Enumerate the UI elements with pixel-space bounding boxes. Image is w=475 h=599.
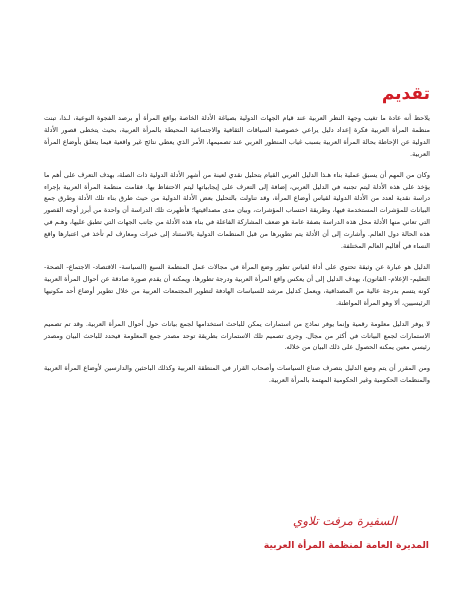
page-title: تقديم (381, 84, 430, 104)
paragraph-data-collection: لا يوفر الدليل معلومة رقمية وإنما يوفر نماذج من استمارات يمكن للباحث استخدامها لجمع بيانات حول أحوال المرأة العربية. وقد تم تصميم الاستمارات لجمع البيانات في أكثر من مجال. وجرى تصميم تلك الاستمارات بطريقة توحد مصدر جمع المعلومة فيحدد للباحث البيان ومصدر رئيسي معين يمكنه الحصول على ذلك البيان من خلاله. (44, 319, 430, 352)
paragraph-critical-analysis: وكان من المهم أن يسبق عملية بناء هـذا الدليل العربي القيام بتحليل نقدي لعينة من أشهر الأدلة الدولية ذات الصلة، بهدف التعرف على أهم ما يؤخذ على هذه الأدلة ليتم تجنبه في الدليل العربي، إضافة إلى التعرف على إيجابياتها ليتم الاحتفاظ بها. فقامت منظمة المرأة العربية بإجراء دراسة نقدية لعدد من الأدلة الدولية لقياس أوضاع المرأة، وقد تناولت بالتحليل بعض الأدلة الدولية من حيث طرق بناء تلك الأدلة وطرق جمع البيانات للمؤشرات المستخدمة فيها، وطريقة احتساب المؤشرات، وبيان مدى مصداقيتها؛ فأظهرت تلك الدراسة أن واحدة من أبرز أوجه القصور التي تعاني منها الأدلة محل هذه الدراسة بصفة عامة هو ضعف المشاركة الفاعلة في بناء هذه الأدلة من جانب الجهات التي تطبق عليها، وهـم في هذه الحالة دول العالم. وأشارت إلى أن الأدلة يتم تطويرها من قبل المنظمات الدولية بالاستناد إلى خبرات ومعارف لم تأخذ في اعتبارها واقع النساء في أقاليم العالم المختلفة. (44, 170, 430, 251)
signature: السفيرة مرفت تلاوي (292, 514, 397, 528)
paragraph-audience: ومن المقرر أن يتم وضع الدليل بتصرف صناع السياسات وأصحاب القرار في المنطقة العربية وكذلك الباحثين والدارسين لأوضاع المرأة العربية والمنظمات الحكومية وغير الحكومية المهتمة بالمرأة العربية. (44, 364, 430, 385)
paragraph-intro: يلاحظ أنه عادة ما تغيب وجهة النظر العربية عند قيام الجهات الدولية بصياغة الأدلة الخاصة بواقع المرأة أو برصد الفجوة النوعية، لـذا، تبنت منظمة المرأة العربية فكرة إعداد دليل يراعي خصوصية السياقات الثقافية والاجتماعية المحيطة بالمرأة العربية، بحيث يتخطى قصور الأدلة الدولية عن الإحاطة بحالة المرأة العربية بسبب غياب المنظور العربي عند تصميمها، الأمر الذي يعطي نتائج غير واقعية فيما يتعلق بأوضاع المرأة العربية. (44, 114, 430, 158)
signer-title: المديرة العامة لمنظمة المرأة العربية (263, 540, 429, 551)
document-body (44, 113, 430, 396)
paragraph-guide-definition: الدليل هو عبارة عن وثيقة تحتوي على أداة لقياس تطور وضع المرأة في مجالات عمل المنظمة السبع (السياسة- الاقتصاد- الاجتماع- الصحة- التعليم- الإعلام- القانون)، يهدف الدليل إلى أن يعكس واقع المرأة العربية ودرجة تطورها، ويمكنه أن يقدم صورة صادقة عن أحوال المرأة العربية كونه يتسم بدرجة عالية من المصداقية، ويعمل كدليل مرشد للسياسات الهادفة لتطوير المجتمعات العربية من خلال تطوير أوضاع أحد مكونيها الرئيسيين، ألا وهو المرأة المواطنة. (44, 262, 430, 307)
